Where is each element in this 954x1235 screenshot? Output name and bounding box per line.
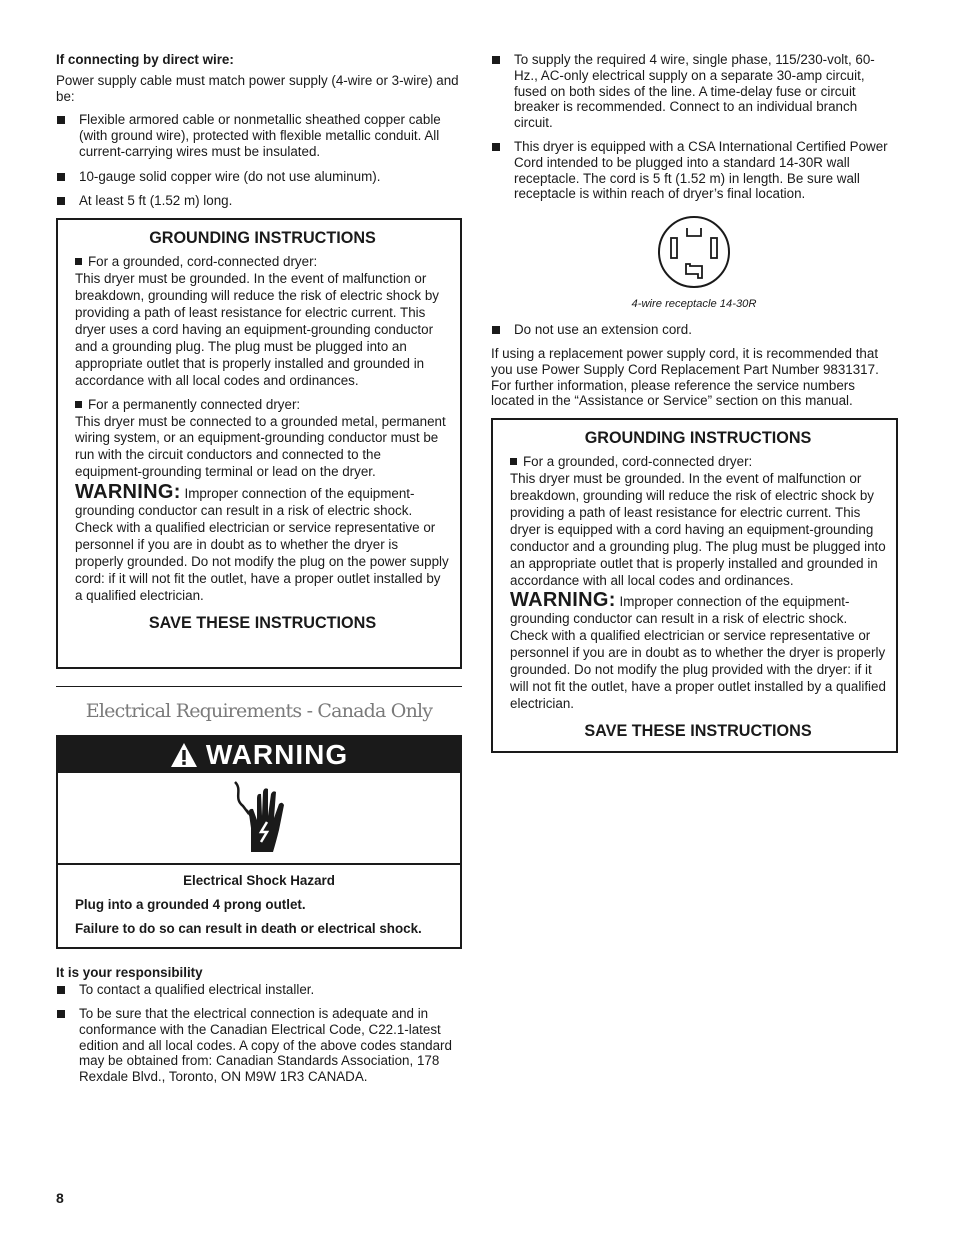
hazard-title: Electrical Shock Hazard [183,873,335,889]
right-column [491,52,897,753]
shock-hazard-image [58,773,460,865]
responsibility-heading: It is your responsibility [56,965,203,981]
grounding-warning [75,481,450,604]
square-bullet-icon [75,258,82,265]
grounding-box-title: GROUNDING INSTRUCTIONS [584,429,812,448]
grounding-instructions-box [56,218,462,669]
receptacle-figure [491,214,897,311]
replacement-cord-paragraph: If using a replacement power supply cord, it is recommended that you use Power Supply Cord Replacement Part Number 9831317. For further information, please reference the service numbers located in the “Assistance or Service” section on this manual. [491,345,879,409]
extension-list [491,322,897,338]
receptacle-14-30r-icon [656,214,732,290]
list-item: This dryer is equipped with a CSA International Certified Power Cord intended to be plugged into a standard 14-30R wall receptacle. The cord is 5 ft (1.52 m) in length. Be sure wall receptacle is within reach of dryer’s final location. [491,139,897,202]
save-instructions: SAVE THESE INSTRUCTIONS [148,613,377,632]
grounding-instructions-box-right [491,418,898,753]
list-item: To contact a qualified electrical installer. [56,982,462,998]
warning-text: Improper connection of the equipment-grounding conductor can result in a risk of electric shock. Check with a qualified electrician or service representative or personnel if you are in doubt as to whether the dryer is properly grounded. Do not modify the plug provided with the dryer: if it will not fit the outlet, have a proper outlet installed by a qualified electrician. [510,594,886,711]
grounding-para-cord: This dryer must be grounded. In the event of malfunction or breakdown, grounding will reduce the risk of electric shock by providing a path of least resistance for electric current. This dryer uses a cord having an equipment-grounding conductor and a grounding plug. The plug must be plugged into an appropriate outlet that is properly installed and grounded in accordance with all local codes and ordinances. [75,271,439,388]
electrical-shock-hand-icon [229,780,289,856]
list-item: At least 5 ft (1.52 m) long. [56,193,462,209]
warning-body [58,865,460,947]
section-title: Electrical Requirements - Canada Only [85,700,433,723]
grounding-warning [510,589,886,712]
warning-box [56,735,462,949]
left-column [56,52,462,1085]
grounding-sub-cord: For a grounded, cord-connected dryer: [510,454,886,471]
list-item: To be sure that the electrical connection is adequate and in conformance with the Canadian Electrical Code, C22.1-latest edition and all local codes. A copy of the above codes standard may be obtained from: Canadian Standards Association, 178 Rexdale Blvd., Toronto, ON M9W 1R3 CANADA. [56,1006,462,1085]
grounding-sub-permanent: For a permanently connected dryer: [75,397,450,414]
grounding-box-title: GROUNDING INSTRUCTIONS [149,229,376,248]
warning-text: Improper connection of the equipment-grounding conductor can result in a risk of electric shock. Check with a qualified electrician or service representative or personnel if you are in doubt as to whether the dryer is properly grounded. Do not modify the plug on the power supply cord: if it will not fit the outlet, have a proper outlet installed by a qualified electrician. [75,486,449,603]
warning-line-2: Failure to do so can result in death or electrical shock. [75,921,422,937]
list-item: Do not use an extension cord. [491,322,897,338]
warning-label: WARNING: [510,589,616,612]
square-bullet-icon [75,401,82,408]
list-item: To supply the required 4 wire, single phase, 115/230-volt, 60-Hz., AC-only electrical supply on a separate 30-amp circuit, fused on both sides of the line. A time-delay fuse or circuit breaker is recommended. Connect to an individual branch circuit. [491,52,897,131]
warning-line-1: Plug into a grounded 4 prong outlet. [75,897,306,913]
warning-triangle-icon [170,742,198,768]
responsibility-list [56,982,462,1085]
direct-wire-intro: Power supply cable must match power supply (4-wire or 3-wire) and be: [56,72,459,104]
grounding-para-cord: This dryer must be grounded. In the event of malfunction or breakdown, grounding will reduce the risk of electric shock by providing a path of least resistance for electric current. This dryer is equipped with a cord having an equipment-grounding conductor and a grounding plug. The plug must be plugged into an appropriate outlet that is properly installed and grounded in accordance with all local codes and ordinances. [510,471,886,588]
supply-list [491,52,897,202]
list-item: 10-gauge solid copper wire (do not use aluminum). [56,169,462,185]
warning-header [58,737,460,773]
list-item: Flexible armored cable or nonmetallic sheathed copper cable (with ground wire), protected with flexible metallic conduit. All current-carrying wires must be insulated. [56,112,462,159]
direct-wire-heading: If connecting by direct wire: [56,52,234,67]
grounding-para-permanent: This dryer must be connected to a grounded metal, permanent wiring system, or an equipment-grounding conductor must be run with the circuit conductors and connected to the equipment-grounding terminal or lead on the dryer. [75,413,446,480]
direct-wire-list [56,112,462,208]
warning-header-text: WARNING [205,739,349,771]
square-bullet-icon [510,458,517,465]
grounding-sub-cord: For a grounded, cord-connected dryer: [75,254,450,271]
receptacle-caption: 4-wire receptacle 14-30R [631,298,757,311]
section-divider [56,686,462,687]
warning-label: WARNING: [75,481,181,504]
page-number: 8 [56,1190,64,1206]
save-instructions: SAVE THESE INSTRUCTIONS [584,721,812,740]
